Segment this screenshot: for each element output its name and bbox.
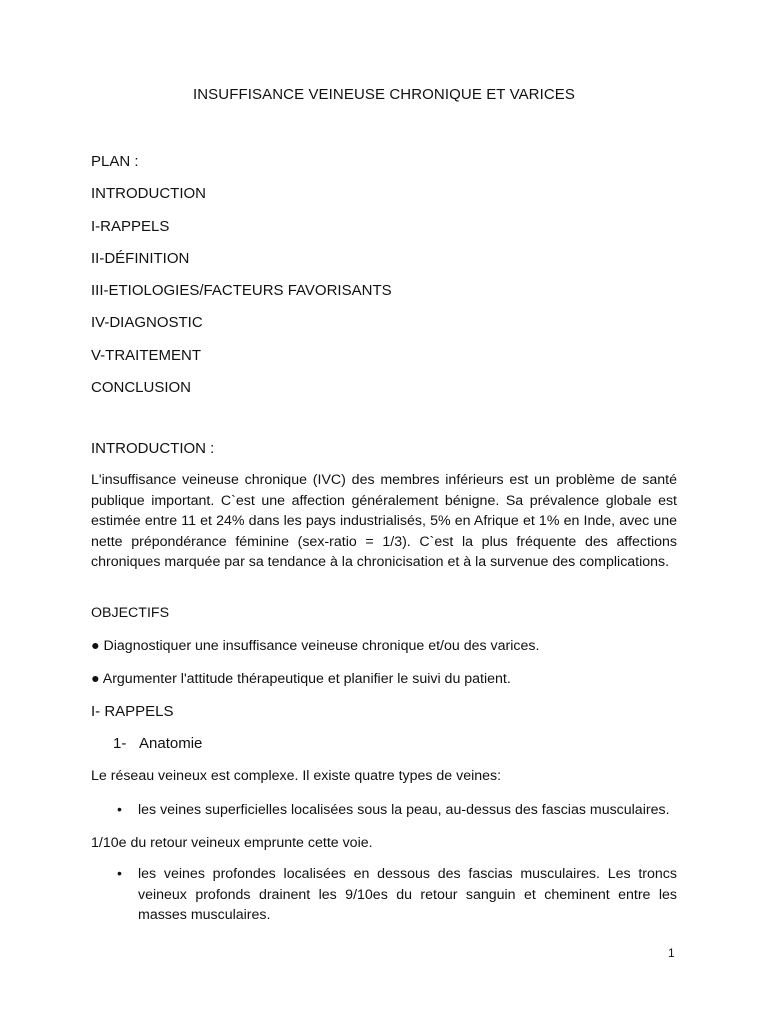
introduction-heading: INTRODUCTION :	[91, 440, 215, 457]
plan-section	[91, 152, 392, 410]
subheading-label: Anatomie	[139, 735, 203, 752]
plan-item: I-RAPPELS	[91, 217, 170, 235]
plan-heading: PLAN :	[91, 153, 139, 170]
bullet-icon: •	[117, 866, 122, 882]
introduction-paragraph: L'insuffisance veineuse chronique (IVC) des membres inférieurs est un problème de santé publique important. C`est une affection généralement bénigne. Sa prévalence globale est estimée entre 11 et 24% dans les pays industrialisés, 5% en Afrique et 1% en Inde, avec une nette prépondérance féminine (sex-ratio = 1/3). C`est la plus fréquente des affections chroniques marquée par sa tendance à la chronicisation et à la survenue des complications.	[91, 472, 677, 571]
plan-item: II-DÉFINITION	[91, 249, 190, 267]
plan-item: CONCLUSION	[91, 379, 192, 397]
reseau-intro: Le réseau veineux est complexe. Il existe quatre types de veines:	[91, 768, 502, 784]
subheading-number: 1-	[113, 735, 127, 752]
bullet-item	[117, 864, 677, 926]
bullet-item	[117, 800, 677, 821]
plan-item: III-ETIOLOGIES/FACTEURS FAVORISANTS	[91, 282, 392, 300]
objectif-item: ● Argumenter l'attitude thérapeutique et planifier le suivi du patient.	[91, 671, 511, 687]
plan-item: IV-DIAGNOSTIC	[91, 314, 203, 332]
objectif-item: ● Diagnostiquer une insuffisance veineuse chronique et/ou des varices.	[91, 638, 540, 654]
retour-text: 1/10e du retour veineux emprunte cette voie.	[91, 835, 373, 851]
document-title: INSUFFISANCE VEINEUSE CHRONIQUE ET VARICES	[192, 86, 576, 103]
plan-item: INTRODUCTION	[91, 185, 206, 203]
page-number: 1	[668, 946, 675, 960]
bullet-icon: •	[117, 802, 122, 818]
rappels-heading: I- RAPPELS	[91, 703, 174, 720]
objectifs-heading: OBJECTIFS	[91, 605, 170, 621]
plan-item: V-TRAITEMENT	[91, 346, 202, 364]
bullet-text: les veines superficielles localisées sous la peau, au-dessus des fascias musculaires.	[138, 802, 670, 818]
anatomie-subheading	[113, 735, 202, 752]
bullet-text: les veines profondes localisées en dessous des fascias musculaires. Les troncs veineux profonds drainent les 9/10es du retour sanguin et cheminent entre les masses musculaires.	[138, 866, 677, 924]
